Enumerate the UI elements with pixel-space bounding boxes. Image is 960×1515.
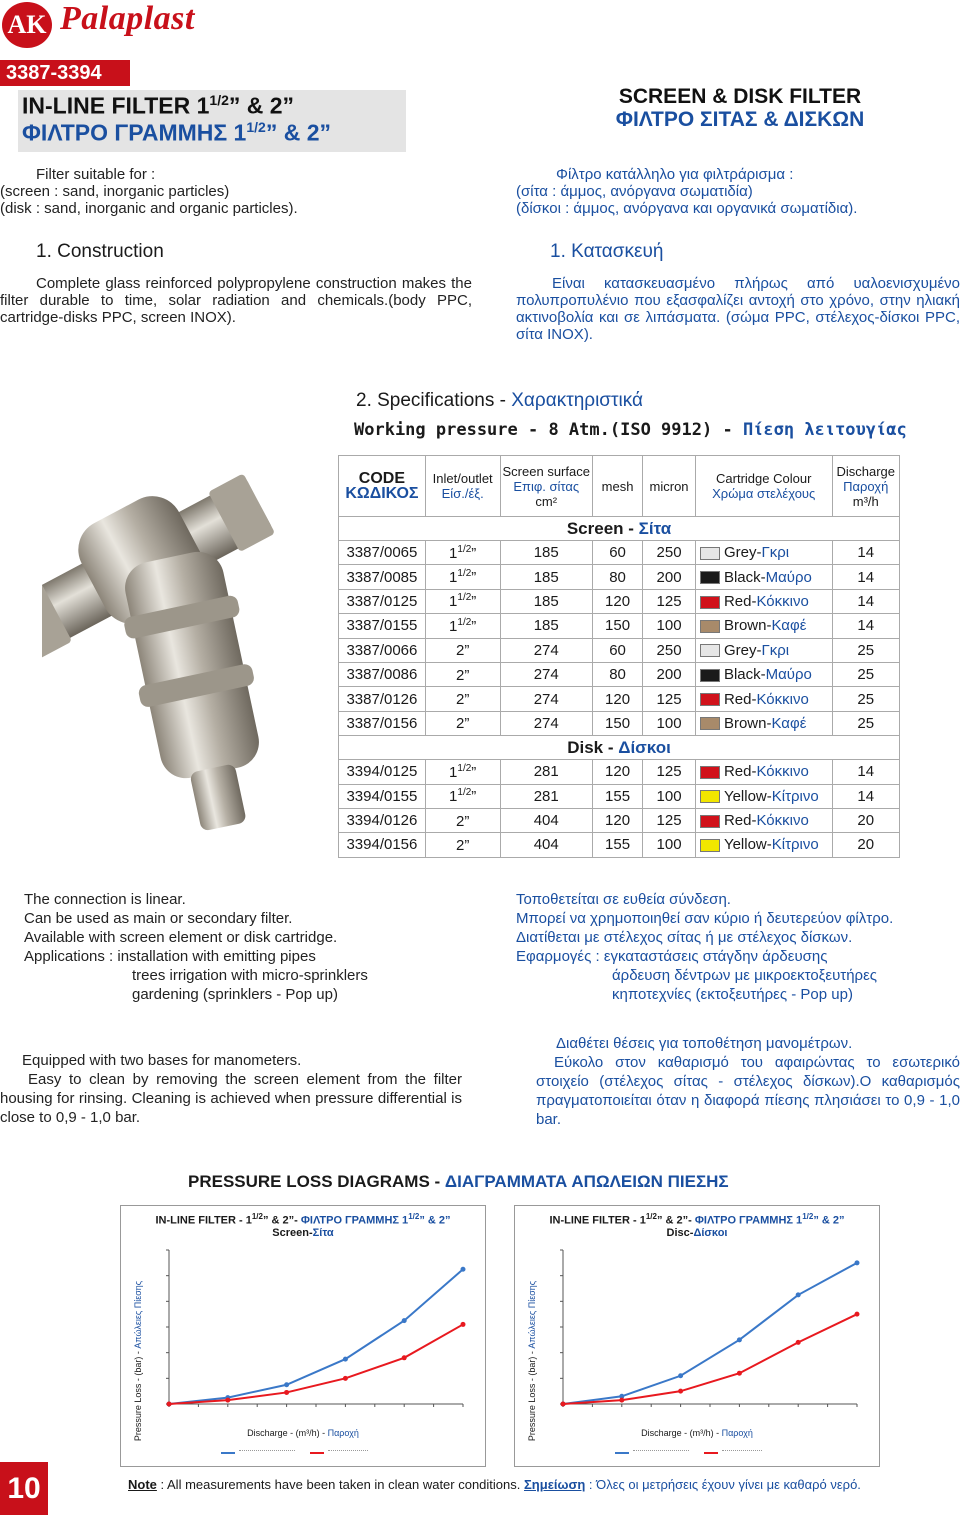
header-surface: Screen surface Επιφ. σίτας cm² [500,456,592,517]
header-discharge: Discharge Παροχή m³/h [832,456,900,517]
cell-size: $1^{1/2}$” [425,614,500,638]
cell-colour: Yellow-Κίτρινο [695,784,832,808]
table-row [339,589,900,613]
cell-code: 3387/0085 [339,565,426,589]
cell-mesh: 80 [592,565,642,589]
header-mesh: mesh [592,456,642,517]
chart-screen-xlabel: Discharge - (m³/h) - Παροχή [247,1428,359,1438]
construction-text-en: Complete glass reinforced polypropylene construction makes the filter durable to time, solar radiation and chemicals.(body PPC, cartridge-disks PPC, screen INOX). [0,275,472,326]
cell-surface: 185 [500,614,592,638]
table-row [339,711,900,735]
maintenance-gr-2: Εύκολο στον καθαρισμό του αφαιρώντας το εσωτερικό στοιχείο (στέλεχος σίτας - στέλεχος δίσκων).Ο καθαρισμός πραγματοποιείται όταν η διαφορά πίεσης πλησιάσει το 0,9 - 1,0 bar. [536,1054,960,1128]
cell-surface: 274 [500,638,592,662]
cell-micron: 125 [643,687,696,711]
cell-code: 3387/0066 [339,638,426,662]
table-row [339,541,900,565]
group-label: Screen - Σίτα [339,517,900,541]
header-colour: Cartridge Colour Χρώμα στελέχους [695,456,832,517]
colour-swatch [700,839,720,852]
cell-discharge: 20 [832,808,900,832]
cell-discharge: 25 [832,638,900,662]
cell-mesh: 60 [592,638,642,662]
colour-swatch [700,717,720,730]
series-line-1 [563,1314,857,1404]
table-row [339,833,900,857]
cell-colour: Grey-Γκρι [695,638,832,662]
data-point [855,1260,860,1265]
data-point [402,1318,407,1323]
brand-name: Palaplast [60,0,195,37]
cell-micron: 250 [643,638,696,662]
table-group-row [339,517,900,541]
chart-screen-legend [221,1444,385,1456]
cell-code: 3387/0125 [339,589,426,613]
cell-discharge: 14 [832,565,900,589]
data-point [737,1337,742,1342]
cell-discharge: 14 [832,760,900,784]
legend-line-red [328,1450,368,1455]
table-row [339,808,900,832]
chart-disc-xlabel: Discharge - (m³/h) - Παροχή [641,1428,753,1438]
cell-micron: 100 [643,833,696,857]
table-row [339,565,900,589]
table-group-row [339,736,900,760]
cell-colour: Brown-Καφέ [695,711,832,735]
cell-discharge: 25 [832,687,900,711]
subtitle-gr: ΦΙΛΤΡΟ ΣΙΤΑΣ & ΔΙΣΚΩΝ [615,108,865,131]
table-row [339,760,900,784]
data-point [796,1340,801,1345]
cell-size: $1^{1/2}$” [425,565,500,589]
cell-mesh: 120 [592,589,642,613]
legend-line-blue [633,1450,689,1455]
cell-code: 3394/0125 [339,760,426,784]
chart-disc-subtitle: Disc-Δίσκοι [666,1227,728,1239]
cell-colour: Red-Κόκκινο [695,687,832,711]
product-code-range: 3387-3394 [0,60,130,86]
chart-screen-plot [151,1242,471,1422]
cell-colour: Yellow-Κίτρινο [695,833,832,857]
data-point [343,1376,348,1381]
cell-mesh: 80 [592,662,642,686]
data-point [461,1267,466,1272]
chart-screen-ylabel: Pressure Loss - (bar) - Απώλειες Πίεσης [133,1280,143,1442]
header-code: CODE ΚΩΔΙΚΟΣ [339,456,426,517]
legend-swatch-red [704,1452,718,1454]
cell-mesh: 120 [592,808,642,832]
colour-swatch [700,547,720,560]
page-number: 10 [0,1462,48,1515]
cell-code: 3387/0155 [339,614,426,638]
data-point [678,1373,683,1378]
cell-micron: 125 [643,760,696,784]
chart-screen [120,1205,486,1467]
cell-micron: 100 [643,711,696,735]
cell-mesh: 155 [592,833,642,857]
footnote: Note : All measurements have been taken in clean water conditions. Σημείωση : Όλες οι μετρήσεις έχουν γίνει με καθαρό νερό. [128,1477,861,1492]
cell-micron: 250 [643,541,696,565]
cell-size: 2” [425,833,500,857]
data-point [678,1389,683,1394]
chart-screen-subtitle: Screen-Σίτα [272,1227,334,1239]
product-title-gr: ΦΙΛΤΡΟ ΓΡΑΜΜΗΣ $1^{1/2}$” & 2” [22,119,332,146]
construction-text-gr: Είναι κατασκευασμένο πλήρως από υαλοενισχυμένο πολυπροπυλένιο που εξασφαλίζει αντοχή στο χρόνο, στην ηλιακή ακτινοβολία και σε λιπάσματα. (σώμα PPC, στέλεχος-δίσκοι PPC, σίτα INOX). [516,275,960,343]
legend-swatch-blue [221,1452,235,1454]
cell-micron: 200 [643,565,696,589]
cell-code: 3394/0155 [339,784,426,808]
cell-micron: 200 [643,662,696,686]
diagrams-title: PRESSURE LOSS DIAGRAMS - ΔΙΑΓΡΑΜΜΑΤΑ ΑΠΩΛΕΙΩΝ ΠΙΕΣΗΣ [188,1172,729,1191]
cell-micron: 100 [643,784,696,808]
chart-disc [514,1205,880,1467]
data-point [619,1398,624,1403]
cell-colour: Black-Μαύρο [695,565,832,589]
cell-discharge: 14 [832,784,900,808]
data-point [796,1292,801,1297]
legend-line-blue [239,1450,295,1455]
cell-colour: Brown-Καφέ [695,614,832,638]
cell-size: 2” [425,687,500,711]
data-point [561,1402,566,1407]
cell-surface: 274 [500,711,592,735]
product-title-en: IN-LINE FILTER $1^{1/2}$” & 2” [22,92,295,119]
colour-swatch [700,815,720,828]
colour-swatch [700,790,720,803]
data-point [402,1355,407,1360]
cell-size: $1^{1/2}$” [425,541,500,565]
cell-surface: 404 [500,808,592,832]
brand-logo-mark: AK [2,2,52,48]
data-point [167,1402,172,1407]
cell-size: 2” [425,662,500,686]
cell-size: $1^{1/2}$” [425,760,500,784]
construction-title-gr: 1. Κατασκευή [550,241,664,262]
cell-code: 3387/0156 [339,711,426,735]
colour-swatch [700,596,720,609]
cell-discharge: 25 [832,662,900,686]
cell-colour: Red-Κόκκινο [695,760,832,784]
specifications-title: 2. Specifications - Χαρακτηριστικά [356,390,644,411]
legend-swatch-blue [615,1452,629,1454]
working-pressure: Working pressure - 8 Atm.(ISO 9912) - Πίεση λειτουγίας [354,420,907,440]
cell-code: 3387/0126 [339,687,426,711]
cell-surface: 404 [500,833,592,857]
cell-size: 2” [425,808,500,832]
cell-mesh: 120 [592,760,642,784]
table-row [339,687,900,711]
cell-code: 3394/0126 [339,808,426,832]
chart-screen-title: IN-LINE FILTER - $1^{1/2}$” & 2”- ΦΙΛΤΡΟ ΓΡΑΜΜΗΣ $1^{1/2}$” & 2” [155,1212,451,1227]
cell-micron: 125 [643,589,696,613]
cell-size: $1^{1/2}$” [425,589,500,613]
cell-surface: 281 [500,784,592,808]
cell-colour: Black-Μαύρο [695,662,832,686]
legend-line-red [722,1450,762,1455]
table-row [339,638,900,662]
cell-surface: 274 [500,687,592,711]
data-point [284,1382,289,1387]
cell-mesh: 60 [592,541,642,565]
group-label: Disk - Δίσκοι [339,736,900,760]
table-header-row [339,456,900,517]
table-row [339,662,900,686]
cell-surface: 185 [500,589,592,613]
cell-discharge: 14 [832,541,900,565]
cell-colour: Red-Κόκκινο [695,589,832,613]
filter-product-image [42,455,332,855]
cell-colour: Grey-Γκρι [695,541,832,565]
features-en: The connection is linear. Can be used as main or secondary filter. Available with screen element or disk cartridge. Applications : installation with emitting pipes trees irrigation with micro-sprinklers gardening (sprinklers - Pop up) [24,891,368,1003]
cell-code: 3387/0065 [339,541,426,565]
cell-code: 3387/0086 [339,662,426,686]
chart-axes [563,1250,857,1404]
cell-surface: 185 [500,565,592,589]
cell-size: 2” [425,638,500,662]
construction-title-en: 1. Construction [36,241,164,262]
colour-swatch [700,571,720,584]
cell-size: 2” [425,711,500,735]
features-gr: Τοποθετείται σε ευθεία σύνδεση. Μπορεί να χρημοποιηθεί σαν κύριο ή δευτερεύον φίλτρο. Διατίθεται με στέλεχος σίτας ή με στέλεχος δίσκων. Εφαρμογές : εγκαταστάσεις στάγδην άρδευσης άρδευση δέντρων με μικροεκτοξευτήρες κηποτεχνίες (εκτοξευτήρες - Pop up) [516,891,894,1003]
subtitle-en: SCREEN & DISK FILTER [618,85,862,108]
cell-micron: 100 [643,614,696,638]
data-point [461,1322,466,1327]
cell-mesh: 150 [592,711,642,735]
maintenance-en-2: Easy to clean by removing the screen element from the filter housing for rinsing. Cleaning is achieved when pressure differential is close to 0,9 - 1,0 bar. [0,1071,462,1126]
cell-surface: 281 [500,760,592,784]
cell-discharge: 20 [832,833,900,857]
colour-swatch [700,620,720,633]
cell-colour: Red-Κόκκινο [695,808,832,832]
spec-table [338,455,900,858]
colour-swatch [700,766,720,779]
header-inlet: Inlet/outlet Είσ./έξ. [425,456,500,517]
intro-en: Filter suitable for : (screen : sand, inorganic particles) (disk : sand, inorganic and organic particles). [0,166,298,217]
chart-axes [169,1250,463,1404]
colour-swatch [700,693,720,706]
colour-swatch [700,644,720,657]
cell-mesh: 155 [592,784,642,808]
header-micron: micron [643,456,696,517]
maintenance-gr-1: Διαθέτει θέσεις για τοποθέτηση μανομέτρων. [556,1035,853,1052]
data-point [737,1371,742,1376]
cell-code: 3394/0156 [339,833,426,857]
chart-disc-ylabel: Pressure Loss - (bar) - Απώλειες Πίεσης [527,1280,537,1442]
table-row [339,614,900,638]
cell-mesh: 150 [592,614,642,638]
cell-discharge: 25 [832,711,900,735]
series-line-1 [169,1324,463,1404]
chart-disc-title: IN-LINE FILTER - $1^{1/2}$” & 2”- ΦΙΛΤΡΟ ΓΡΑΜΜΗΣ $1^{1/2}$” & 2” [549,1212,845,1227]
data-point [343,1357,348,1362]
chart-disc-legend [615,1444,779,1456]
series-line-0 [169,1269,463,1404]
cell-discharge: 14 [832,589,900,613]
cell-discharge: 14 [832,614,900,638]
chart-disc-plot [545,1242,865,1422]
maintenance-en-1: Equipped with two bases for manometers. [22,1052,302,1069]
data-point [225,1398,230,1403]
cell-size: $1^{1/2}$” [425,784,500,808]
intro-gr: Φίλτρο κατάλληλο για φιλτράρισμα : (σίτα : άμμος, ανόργανα σωματιδία) (δίσκοι : άμμος, ανόργανα και οργανικά σωματίδια). [516,166,858,217]
cell-surface: 185 [500,541,592,565]
colour-swatch [700,669,720,682]
data-point [855,1312,860,1317]
data-point [284,1390,289,1395]
cell-micron: 125 [643,808,696,832]
legend-swatch-red [310,1452,324,1454]
table-row [339,784,900,808]
cell-mesh: 120 [592,687,642,711]
cell-surface: 274 [500,662,592,686]
